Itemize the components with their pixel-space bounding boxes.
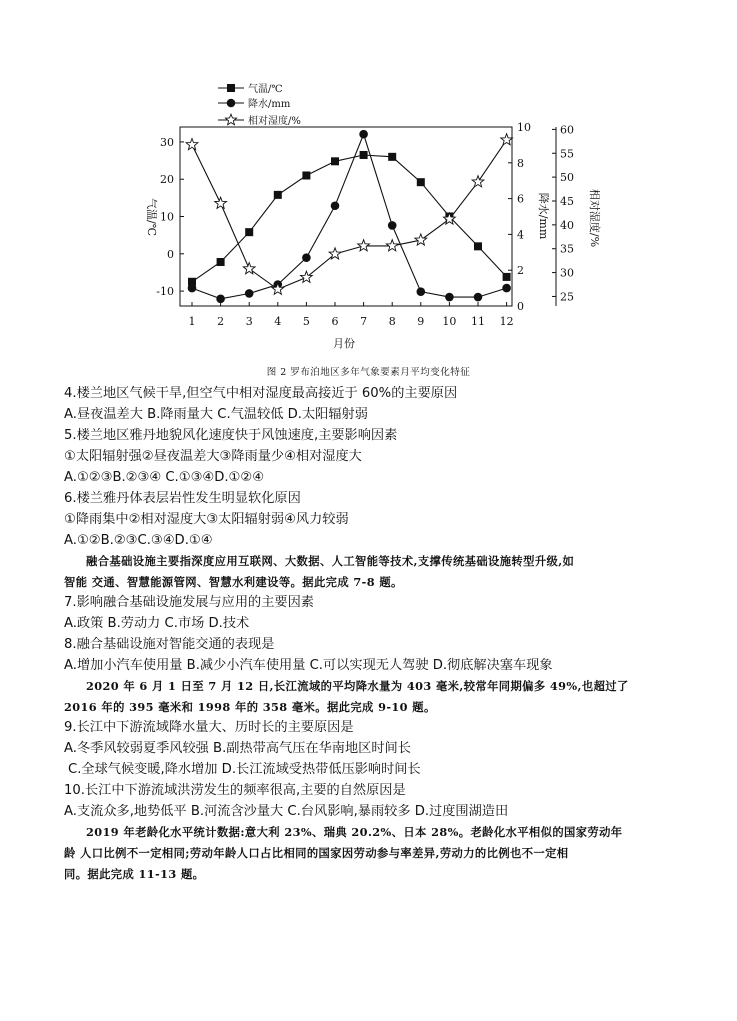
q6-options: A.①②B.②③C.③④D.①④ — [64, 533, 213, 548]
temperature-point — [360, 151, 368, 159]
right2-tick-label: 35 — [560, 242, 574, 256]
passage-aging — [64, 822, 694, 885]
x-tick-label: 8 — [388, 315, 396, 328]
passage-yangtze — [64, 676, 694, 718]
q6-factors: ①降雨集中②相对湿度大③太阳辐射弱④风力较弱 — [64, 512, 349, 527]
right-axis-2-label: 相对湿度/% — [588, 188, 601, 248]
passage-line: 2020 年 6 月 1 日至 7 月 12 日,长江流域的平均降水量为 403 毫米,较常年同期偏多 49%,也超过了 — [86, 679, 629, 693]
temperature-point — [474, 242, 482, 250]
q8-options: A.增加小汽车使用量 B.减少小汽车使用量 C.可以实现无人驾驶 D.彻底解决塞车现象 — [64, 658, 553, 673]
x-tick-label: 9 — [417, 315, 425, 328]
series-line-1 — [192, 134, 507, 299]
humidity-point — [186, 139, 198, 150]
passage-infrastructure — [64, 551, 694, 593]
x-tick-label: 7 — [360, 315, 368, 328]
precipitation-point — [445, 293, 454, 302]
humidity-point — [358, 240, 370, 251]
left-axis-label: 气温/℃ — [145, 197, 158, 237]
right2-tick-label: 25 — [560, 290, 574, 304]
right1-tick-label: 8 — [517, 156, 524, 170]
q10-options: A.支流众多,地势低平 B.河流含沙量大 C.台风影响,暴雨较多 D.过度围湖造田 — [64, 804, 509, 819]
q4-stem: 4.楼兰地区气候干旱,但空气中相对湿度最高接近于 60%的主要原因 — [64, 386, 458, 401]
temperature-point — [217, 258, 225, 266]
temperature-point — [331, 157, 339, 165]
q9-options-2: C.全球气候变暖,降水增加 D.长江流域受热带低压影响时间长 — [68, 762, 421, 777]
q5-factors: ①太阳辐射强②昼夜温差大③降雨量少④相对湿度大 — [64, 449, 362, 464]
legend-humidity-marker — [226, 114, 237, 125]
precipitation-point — [245, 289, 254, 298]
humidity-point — [215, 197, 227, 208]
temperature-point — [388, 153, 396, 161]
x-tick-label: 12 — [499, 315, 514, 328]
left-tick-label: -10 — [156, 285, 174, 299]
q8-stem: 8.融合基础设施对智能交通的表现是 — [64, 637, 275, 652]
x-tick-label: 11 — [471, 315, 485, 328]
passage-line: 智能 交通、智慧能源管网、智慧水利建设等。据此完成 7-8 题。 — [64, 575, 403, 589]
q10-stem: 10.长江中下游流域洪涝发生的频率很高,主要的自然原因是 — [64, 783, 406, 798]
precipitation-point — [331, 201, 340, 210]
right2-tick-label: 40 — [560, 218, 574, 232]
temperature-point — [302, 171, 310, 179]
left-tick-label: 30 — [160, 135, 174, 149]
q4-options: A.昼夜温差大 B.降雨量大 C.气温较低 D.太阳辐射弱 — [64, 407, 368, 422]
right-axis-1-label: 降水/mm — [537, 192, 550, 240]
left-tick-label: 20 — [160, 173, 174, 187]
q5-stem: 5.楼兰地区雅丹地貌风化速度快于风蚀速度,主要影响因素 — [64, 428, 398, 443]
precipitation-point — [188, 284, 197, 293]
precipitation-point — [302, 253, 311, 262]
plot-frame — [180, 127, 512, 306]
right1-tick-label: 10 — [517, 121, 531, 134]
x-tick-label: 6 — [331, 315, 339, 328]
q6-stem: 6.楼兰雅丹体表层岩性发生明显软化原因 — [64, 491, 301, 506]
precipitation-point — [216, 295, 225, 304]
right2-tick-label: 30 — [560, 266, 574, 280]
right2-tick-label: 50 — [560, 171, 574, 185]
humidity-point — [472, 176, 484, 187]
x-tick-label: 4 — [274, 315, 282, 328]
precipitation-point — [502, 284, 511, 293]
x-axis-label: 月份 — [333, 337, 355, 350]
left-tick-label: 10 — [160, 210, 174, 224]
figure-caption: 图 2 罗布泊地区多年气象要素月平均变化特征 — [266, 367, 471, 378]
x-tick-label: 2 — [217, 315, 225, 328]
right2-tick-label: 45 — [560, 194, 574, 208]
precipitation-point — [474, 293, 483, 302]
right1-tick-label: 2 — [517, 264, 524, 278]
x-tick-label: 1 — [188, 315, 196, 328]
precipitation-point — [417, 287, 426, 296]
q7-stem: 7.影响融合基础设施发展与应用的主要因素 — [64, 595, 314, 610]
passage-line: 龄 人口比例不一定相同;劳动年龄人口占比相同的国家因劳动参与率差异,劳动力的比例也不一定相 — [64, 846, 569, 860]
legend-temperature-label: 气温/℃ — [248, 84, 283, 95]
temperature-point — [245, 228, 253, 236]
right2-tick-label: 60 — [560, 123, 574, 137]
precipitation-point — [359, 130, 368, 139]
plot-area — [156, 121, 574, 328]
q5-options: A.①②③B.②③④ C.①③④D.①②④ — [64, 470, 265, 485]
passage-line: 同。据此完成 11-13 题。 — [64, 867, 205, 881]
temperature-point — [503, 273, 511, 281]
x-tick-label: 5 — [302, 315, 310, 328]
right1-tick-label: 4 — [517, 228, 524, 242]
climate-chart — [0, 0, 737, 360]
right1-tick-label: 0 — [517, 300, 524, 313]
q7-options: A.政策 B.劳动力 C.市场 D.技术 — [64, 616, 250, 631]
legend — [218, 83, 301, 127]
humidity-point — [415, 234, 427, 245]
legend-temperature-marker — [227, 84, 235, 92]
temperature-point — [274, 191, 282, 199]
passage-line: 2019 年老龄化水平统计数据:意大利 23%、瑞典 20.2%、日本 28%。老龄化水平相似的国家劳动年 — [86, 825, 623, 839]
q9-options-1: A.冬季风较弱夏季风较强 B.副热带高气压在华南地区时间长 — [64, 741, 411, 756]
x-tick-label: 10 — [442, 315, 457, 328]
series-line-2 — [192, 140, 507, 289]
legend-humidity-label: 相对湿度/% — [248, 116, 301, 127]
star-marker — [226, 114, 237, 125]
x-tick-label: 3 — [245, 315, 253, 328]
right1-tick-label: 6 — [517, 192, 524, 206]
right2-tick-label: 55 — [560, 147, 574, 161]
q9-stem: 9.长江中下游流域降水量大、历时长的主要原因是 — [64, 720, 354, 735]
humidity-point — [501, 134, 513, 145]
legend-precipitation-label: 降水/mm — [248, 99, 291, 110]
passage-line: 融合基础设施主要指深度应用互联网、大数据、人工智能等技术,支撑传统基础设施转型升级,如 — [86, 554, 575, 568]
precipitation-point — [388, 221, 397, 230]
series-line-0 — [192, 155, 507, 282]
passage-line: 2016 年的 395 毫米和 1998 年的 358 毫米。据此完成 9-10 题。 — [64, 700, 436, 714]
humidity-point — [301, 271, 313, 282]
humidity-point — [386, 240, 398, 251]
temperature-point — [417, 178, 425, 186]
left-tick-label: 0 — [167, 247, 174, 261]
legend-precipitation-marker — [227, 99, 236, 108]
